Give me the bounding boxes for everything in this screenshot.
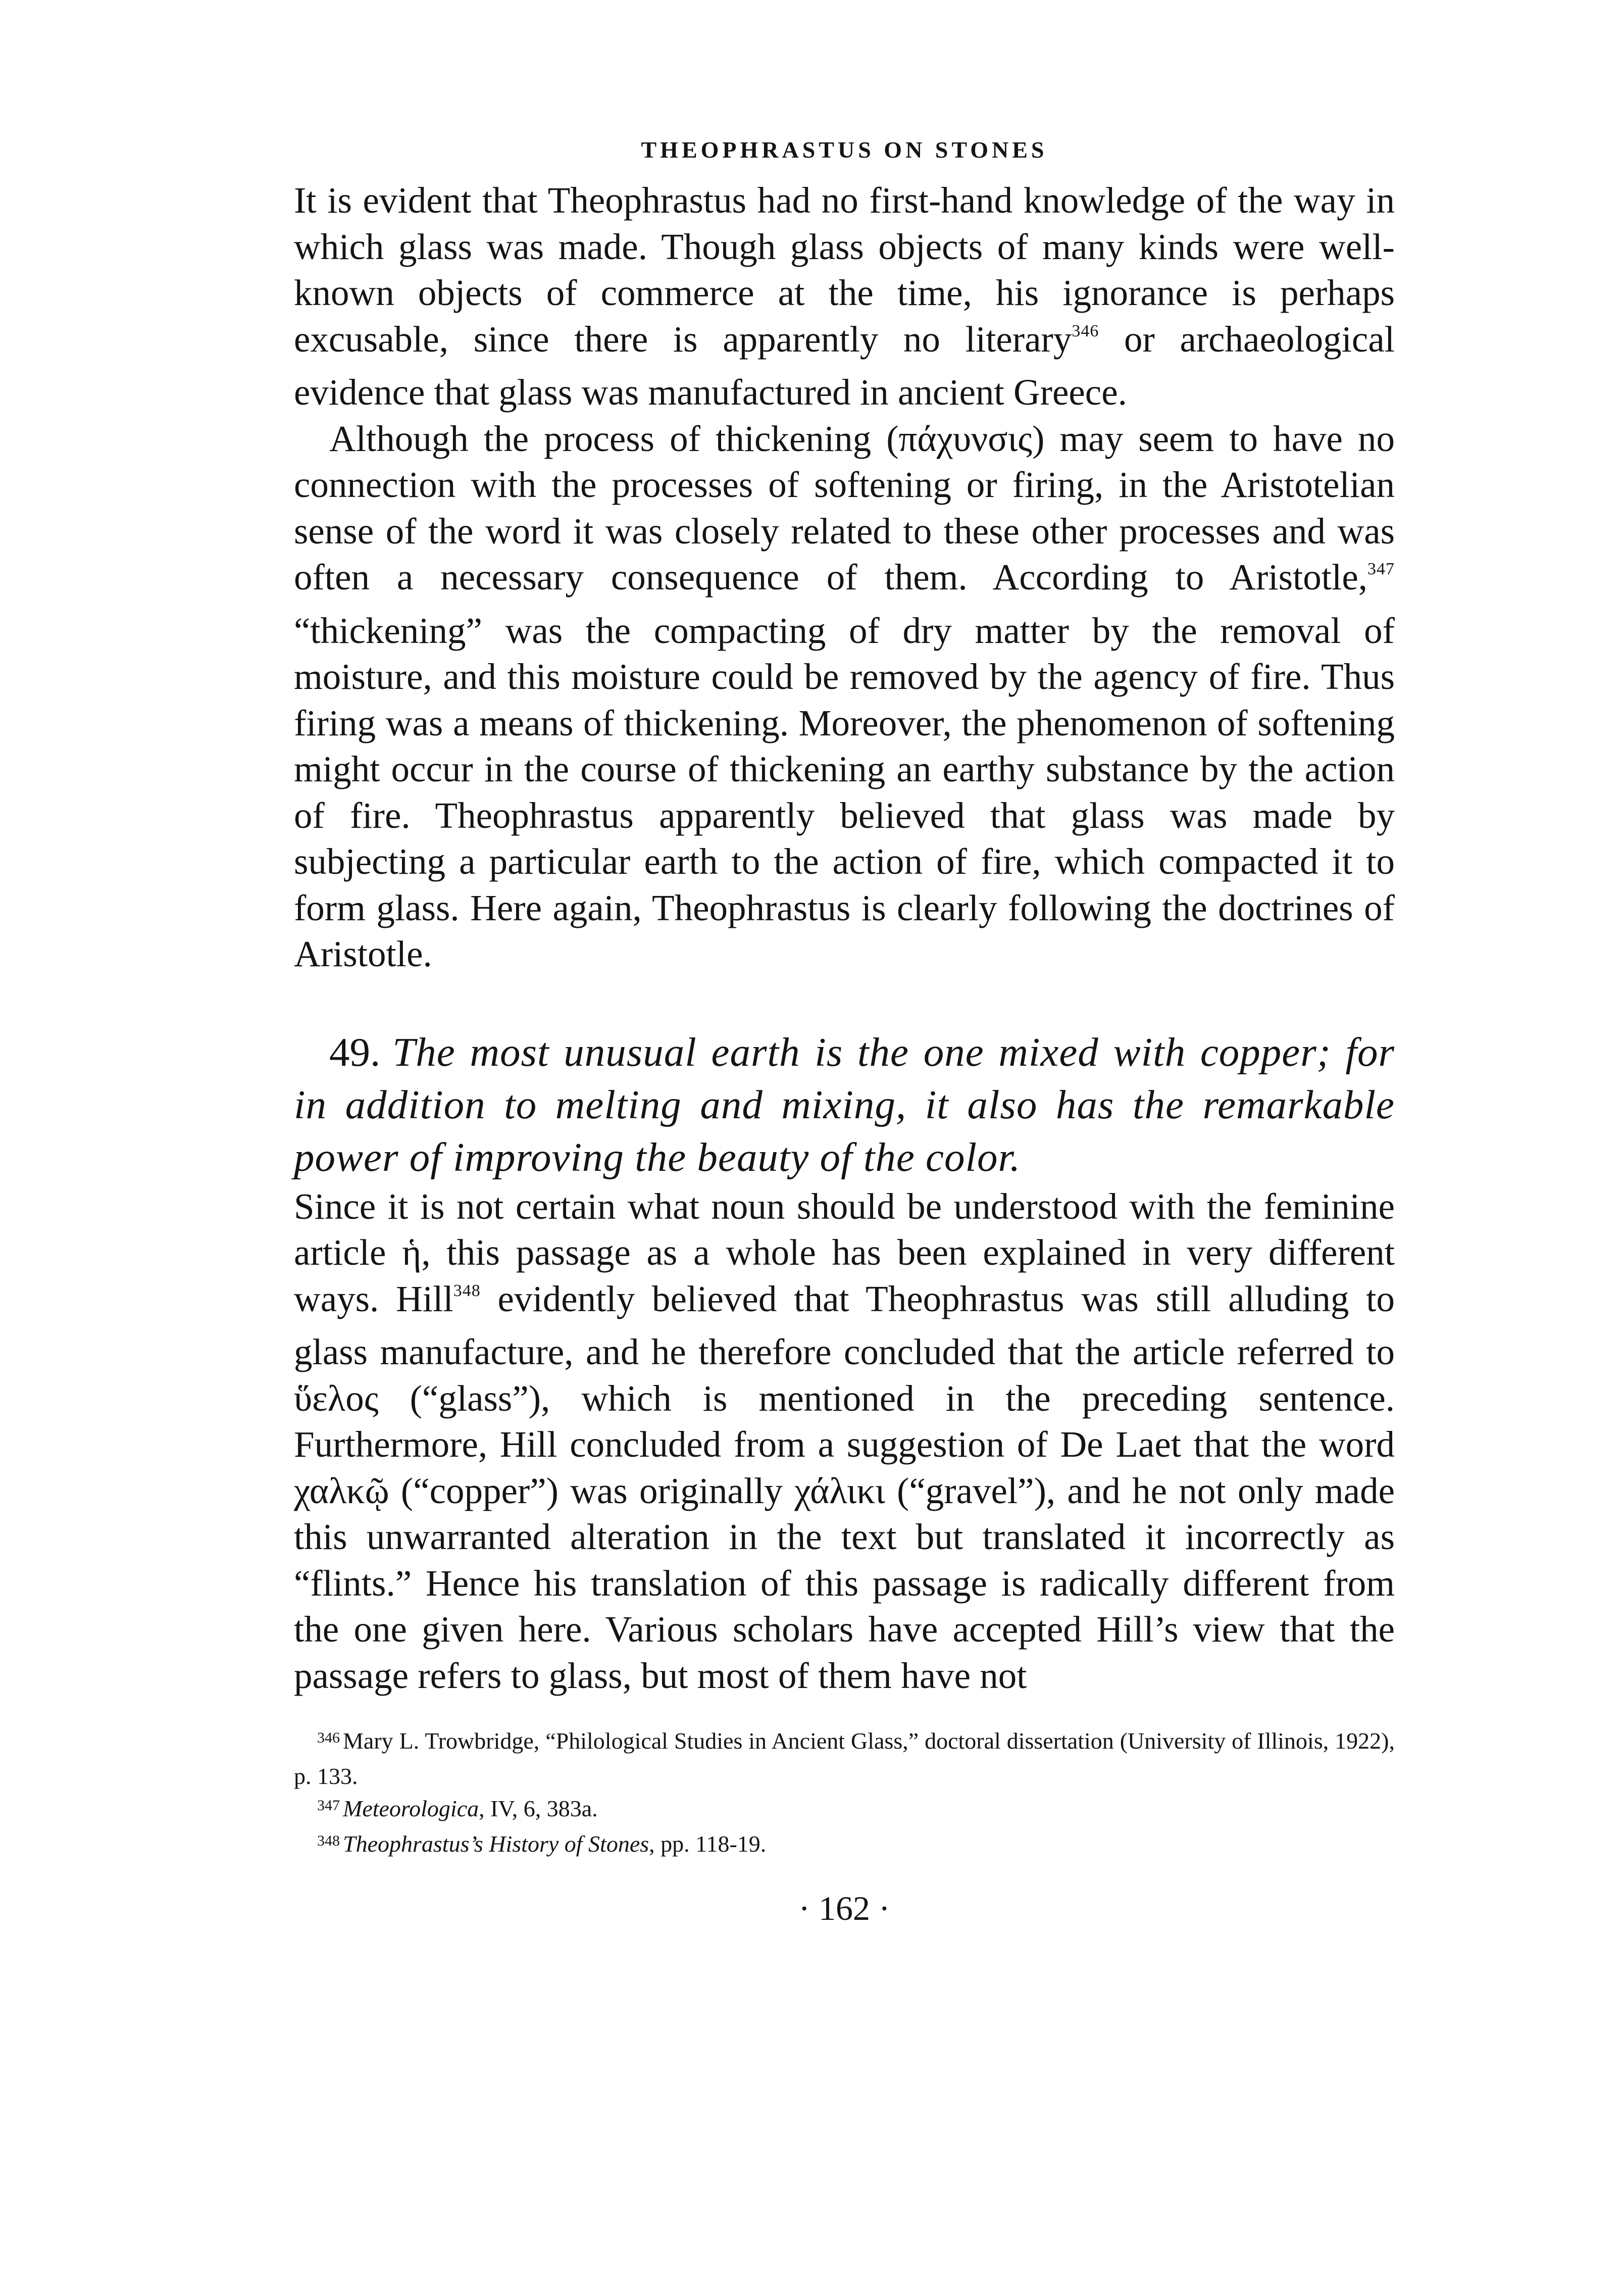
paragraph-2-text-b: “thickening” was the compacting of dry matter by the removal of moisture, and this moisture could be removed by the agency of fire. Thus firing was a means of thickening. Moreover, the phenomenon of softening might occur in the course of thickening an earthy substance by the action of fire. Theophrastus apparently believed that glass was made by subjecting a particular earth to the action of fire, which compacted it to form glass. Here again, Theophrastus is clearly following the doctrines of Aristotle. [294,610,1395,974]
footnote-number: 347 [317,1797,340,1814]
paragraph-1-text-a: It is evident that Theophrastus had no first-hand knowledge of the way in which glass was made. Though glass objects of many kinds were well-known objects of commerce at the time, his ignorance is perhaps excusable, since there is apparently no literary [294,180,1395,360]
footnote-title: Meteorologica [343,1796,479,1821]
page [294,136,1395,1928]
section-number: 49. [329,1029,381,1075]
footnote-title: Theophrastus’s History of Stones [343,1831,649,1857]
footnote-number: 346 [317,1729,340,1746]
footnote-348 [294,1828,1395,1863]
paragraph-3 [294,1183,1395,1699]
footnote-ref-346: 346 [1072,321,1099,340]
paragraph-2 [294,416,1395,977]
lemma [294,1026,1395,1183]
body-text [294,177,1395,977]
footnote-text: , pp. 118-19. [649,1831,767,1857]
paragraph-2-text-a: Although the process of thickening (πάχυνσις) may seem to have no connection with the processes of softening or firing, in the Aristotelian sense of the word it was closely related to these other processes and was often a necessary consequence of them. According to Aristotle, [294,418,1395,598]
commentary [294,1183,1395,1699]
paragraph-1 [294,177,1395,416]
footnote-347 [294,1793,1395,1828]
footnote-text: , IV, 6, 383a. [479,1796,598,1821]
page-number: · 162 · [798,1889,890,1927]
paragraph-3-text-a: Since it is not certain what noun should be understood with the feminine article ἡ, this passage as a whole has been explained in very different ways. Hill [294,1185,1395,1319]
section-49 [294,1026,1395,1699]
footnote-number: 348 [317,1832,340,1849]
footnote-ref-347: 347 [1367,560,1395,578]
footnotes [294,1725,1395,1863]
running-head: THEOPHRASTUS ON STONES [641,137,1048,163]
lemma-text: The most unusual earth is the one mixed with copper; for in addition to melting and mixing, it also has the remarkable power of improving the beauty of the color. [294,1029,1395,1180]
footnote-ref-348: 348 [453,1281,481,1300]
footnote-text: Mary L. Trowbridge, “Philological Studies in Ancient Glass,” doctoral dissertation (University of Illinois, 1922), p. 133. [294,1728,1395,1789]
footnote-346 [294,1725,1395,1793]
paragraph-3-text-b: evidently believed that Theophrastus was still alluding to glass manufacture, and he therefore concluded that the article referred to ὕελος (“glass”), which is mentioned in the preceding sentence. Furthermore, Hill concluded from a suggestion of De Laet that the word χαλκῷ (“copper”) was originally χάλικι (“gravel”), and he not only made this unwarranted alteration in the text but translated it incorrectly as “flints.” Hence his translation of this passage is radically different from the one given here. Various scholars have accepted Hill’s view that the passage refers to glass, but most of them have not [294,1278,1395,1696]
paragraph-1-text-b: or archaeological evidence that glass was manufactured in ancient Greece. [294,318,1395,413]
